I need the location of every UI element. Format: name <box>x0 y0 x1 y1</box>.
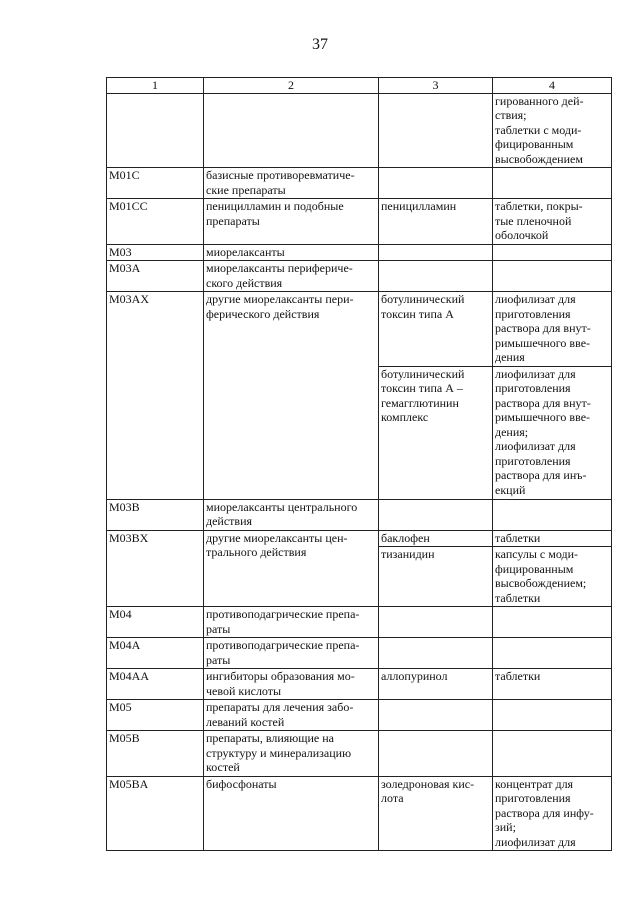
dosage-form-cell: лиофилизат для приготовления раствора для внут- римышечного вве- дения; лиофилизат для приготовления раствора для инъ- екций <box>493 366 612 499</box>
table-row <box>107 168 612 199</box>
dosage-form-cell: лиофилизат для приготовления раствора для внут- римышечного вве- дения <box>493 292 612 367</box>
atc-code-cell: M04AA <box>107 669 204 700</box>
column-header: 4 <box>493 78 612 94</box>
dosage-form-cell <box>493 244 612 261</box>
table-row <box>107 638 612 669</box>
table-row <box>107 292 612 367</box>
group-name-cell: бифосфонаты <box>204 776 379 851</box>
drug-name-cell <box>379 244 493 261</box>
page-number: 37 <box>312 36 328 53</box>
atc-code-cell: M04 <box>107 607 204 638</box>
drug-name-cell <box>379 638 493 669</box>
group-name-cell: другие миорелаксанты пери- ферического действия <box>204 292 379 500</box>
drug-name-cell: ботулинический токсин типа А – гемагглютинин комплекс <box>379 366 493 499</box>
group-name-cell: базисные противоревматиче- ские препараты <box>204 168 379 199</box>
atc-code-cell: M05BA <box>107 776 204 851</box>
table-row <box>107 261 612 292</box>
drug-classification-table <box>106 77 612 851</box>
group-name-cell: препараты для лечения забо- леваний костей <box>204 700 379 731</box>
table-row <box>107 731 612 777</box>
atc-code-cell: M01C <box>107 168 204 199</box>
drug-name-cell <box>379 261 493 292</box>
drug-name-cell <box>379 93 493 168</box>
dosage-form-cell: капсулы с моди- фицированным высвобождением; таблетки <box>493 547 612 607</box>
column-header: 2 <box>204 78 379 94</box>
group-name-cell: миорелаксанты перифериче- ского действия <box>204 261 379 292</box>
table-row <box>107 607 612 638</box>
atc-code-cell: M03AX <box>107 292 204 500</box>
group-name-cell: ингибиторы образования мо- чевой кислоты <box>204 669 379 700</box>
table-row <box>107 93 612 168</box>
dosage-form-cell: таблетки <box>493 669 612 700</box>
group-name-cell: противоподагрические препа- раты <box>204 607 379 638</box>
table-row <box>107 700 612 731</box>
atc-code-cell: M05 <box>107 700 204 731</box>
atc-code-cell: M03 <box>107 244 204 261</box>
table-header-row <box>107 78 612 94</box>
dosage-form-cell: таблетки, покры- тые пленочной оболочкой <box>493 199 612 245</box>
atc-code-cell <box>107 93 204 168</box>
group-name-cell: противоподагрические препа- раты <box>204 638 379 669</box>
drug-name-cell <box>379 700 493 731</box>
dosage-form-cell: концентрат для приготовления раствора для инфу- зий; лиофилизат для <box>493 776 612 851</box>
atc-code-cell: M01CC <box>107 199 204 245</box>
dosage-form-cell: гированного дей- ствия; таблетки с моди- фицированным высвобождением <box>493 93 612 168</box>
group-name-cell: миорелаксанты <box>204 244 379 261</box>
group-name-cell: другие миорелаксанты цен- трального действия <box>204 530 379 607</box>
table-row <box>107 499 612 530</box>
atc-code-cell: M03B <box>107 499 204 530</box>
dosage-form-cell <box>493 700 612 731</box>
table-row <box>107 530 612 547</box>
group-name-cell: миорелаксанты центрального действия <box>204 499 379 530</box>
dosage-form-cell <box>493 731 612 777</box>
table-row <box>107 776 612 851</box>
group-name-cell: пеницилламин и подобные препараты <box>204 199 379 245</box>
group-name-cell <box>204 93 379 168</box>
dosage-form-cell <box>493 499 612 530</box>
dosage-form-cell <box>493 261 612 292</box>
drug-name-cell <box>379 499 493 530</box>
drug-name-cell <box>379 731 493 777</box>
drug-name-cell <box>379 168 493 199</box>
drug-name-cell <box>379 607 493 638</box>
column-header: 3 <box>379 78 493 94</box>
drug-name-cell: золедроновая кис- лота <box>379 776 493 851</box>
dosage-form-cell <box>493 607 612 638</box>
table-row <box>107 669 612 700</box>
atc-code-cell: M03A <box>107 261 204 292</box>
drug-name-cell: баклофен <box>379 530 493 547</box>
drug-name-cell: пеницилламин <box>379 199 493 245</box>
drug-name-cell: тизанидин <box>379 547 493 607</box>
atc-code-cell: M03BX <box>107 530 204 607</box>
dosage-form-cell: таблетки <box>493 530 612 547</box>
drug-name-cell: аллопуринол <box>379 669 493 700</box>
drug-name-cell: ботулинический токсин типа А <box>379 292 493 367</box>
atc-code-cell: M04A <box>107 638 204 669</box>
dosage-form-cell <box>493 638 612 669</box>
dosage-form-cell <box>493 168 612 199</box>
group-name-cell: препараты, влияющие на структуру и минерализацию костей <box>204 731 379 777</box>
atc-code-cell: M05B <box>107 731 204 777</box>
column-header: 1 <box>107 78 204 94</box>
table-row <box>107 199 612 245</box>
table-row <box>107 244 612 261</box>
